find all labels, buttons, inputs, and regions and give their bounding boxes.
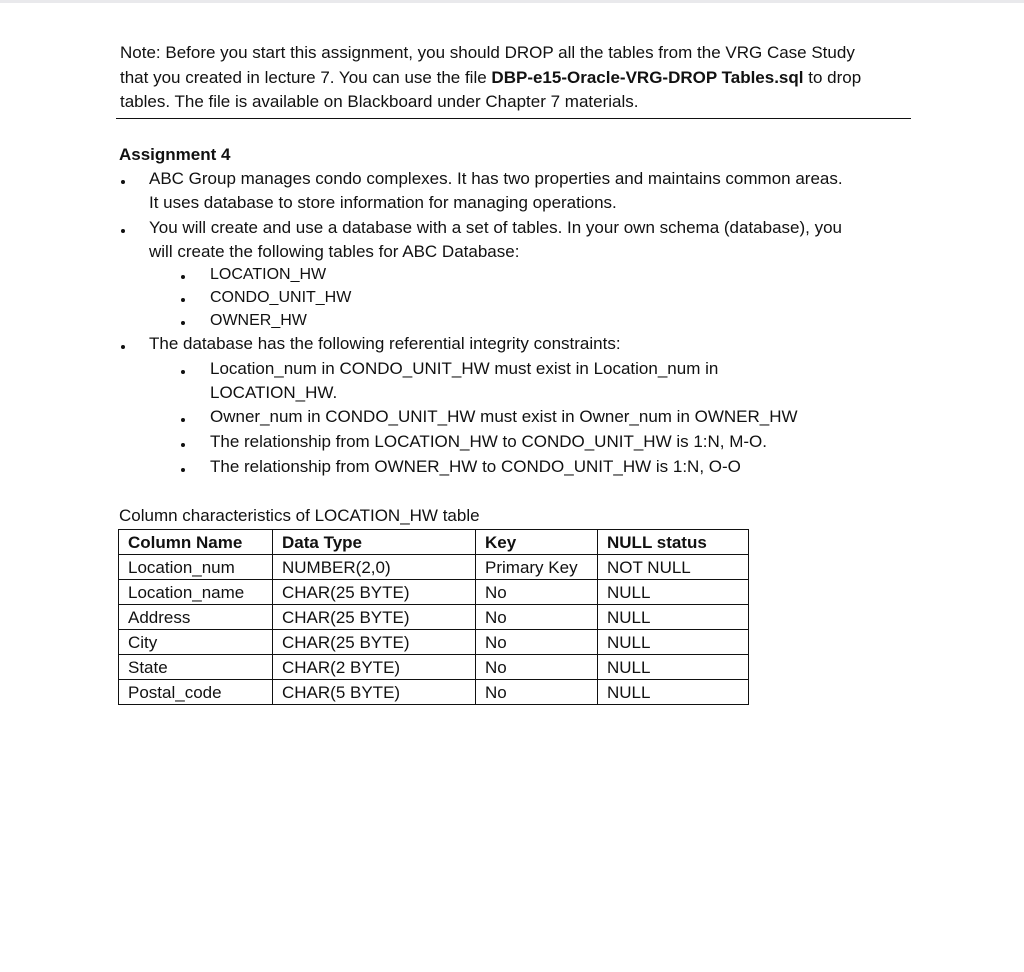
sub-bullet-dot (181, 275, 185, 279)
sub-bullet-dot (181, 468, 185, 472)
cell-data-type: CHAR(2 BYTE) (273, 655, 476, 680)
constraint1-line1: Location_num in CONDO_UNIT_HW must exist in Location_num in (210, 359, 719, 378)
constraint2: Owner_num in CONDO_UNIT_HW must exist in Owner_num in OWNER_HW (210, 407, 798, 426)
cell-key: No (476, 630, 598, 655)
cell-key: No (476, 680, 598, 705)
table-caption: Column characteristics of LOCATION_HW table (119, 506, 480, 525)
assignment-title: Assignment 4 (119, 145, 231, 164)
cell-null-status: NOT NULL (598, 555, 749, 580)
cell-column-name: Location_name (119, 580, 273, 605)
cell-column-name: City (119, 630, 273, 655)
bullet-dot (121, 229, 125, 233)
cell-column-name: State (119, 655, 273, 680)
bullet3-line1: The database has the following referential integrity constraints: (149, 334, 621, 353)
sub-bullet-dot (181, 418, 185, 422)
note-suffix: to drop tables. The file is available on Blackboard under Chapter 7 materials. (120, 67, 862, 111)
cell-key: No (476, 580, 598, 605)
sub-bullet-dot (181, 298, 185, 302)
sub-bullet-dot (181, 370, 185, 374)
header-key: Key (476, 530, 598, 555)
cell-column-name: Postal_code (119, 680, 273, 705)
cell-null-status: NULL (598, 605, 749, 630)
cell-data-type: NUMBER(2,0) (273, 555, 476, 580)
bullet1-line1: ABC Group manages condo complexes. It has two properties and maintains common areas. (149, 169, 843, 188)
table-row (119, 580, 749, 605)
table-row (119, 630, 749, 655)
table-item-condo-unit: CONDO_UNIT_HW (210, 289, 352, 306)
table-header-row (119, 530, 749, 555)
sub-bullet-dot (181, 443, 185, 447)
cell-data-type: CHAR(25 BYTE) (273, 580, 476, 605)
bullet1-line2: It uses database to store information for managing operations. (149, 193, 617, 212)
table-row (119, 655, 749, 680)
cell-column-name: Location_num (119, 555, 273, 580)
cell-null-status: NULL (598, 580, 749, 605)
bullet2-line2: will create the following tables for ABC Database: (149, 242, 520, 261)
cell-null-status: NULL (598, 680, 749, 705)
table-row (119, 680, 749, 705)
page-top-edge (0, 0, 1024, 3)
constraint4: The relationship from OWNER_HW to CONDO_UNIT_HW is 1:N, O-O (210, 457, 741, 476)
location-columns-table (118, 529, 749, 705)
table-row (119, 555, 749, 580)
header-null-status: NULL status (598, 530, 749, 555)
note-prefix: Note: Before you start this assignment, you should DROP all the tables from the VRG Case Study that you created in lecture 7. You can use the file (120, 43, 855, 87)
cell-key: No (476, 605, 598, 630)
header-data-type: Data Type (273, 530, 476, 555)
table-item-location: LOCATION_HW (210, 266, 327, 283)
cell-data-type: CHAR(5 BYTE) (273, 680, 476, 705)
cell-null-status: NULL (598, 630, 749, 655)
header-column-name: Column Name (119, 530, 273, 555)
cell-key: No (476, 655, 598, 680)
bullet2-line1: You will create and use a database with a set of tables. In your own schema (database), you (149, 218, 843, 237)
table-row (119, 605, 749, 630)
cell-data-type: CHAR(25 BYTE) (273, 605, 476, 630)
sub-bullet-dot (181, 321, 185, 325)
cell-data-type: CHAR(25 BYTE) (273, 630, 476, 655)
bullet-dot (121, 180, 125, 184)
note-paragraph (120, 41, 880, 115)
note-file-name: DBP-e15-Oracle-VRG-DROP Tables.sql (491, 67, 804, 87)
cell-column-name: Address (119, 605, 273, 630)
cell-key: Primary Key (476, 555, 598, 580)
bullet-dot (121, 345, 125, 349)
constraint1-line2: LOCATION_HW. (210, 383, 338, 402)
cell-null-status: NULL (598, 655, 749, 680)
note-divider (116, 118, 911, 119)
constraint3: The relationship from LOCATION_HW to CONDO_UNIT_HW is 1:N, M-O. (210, 432, 768, 451)
table-item-owner: OWNER_HW (210, 312, 307, 329)
